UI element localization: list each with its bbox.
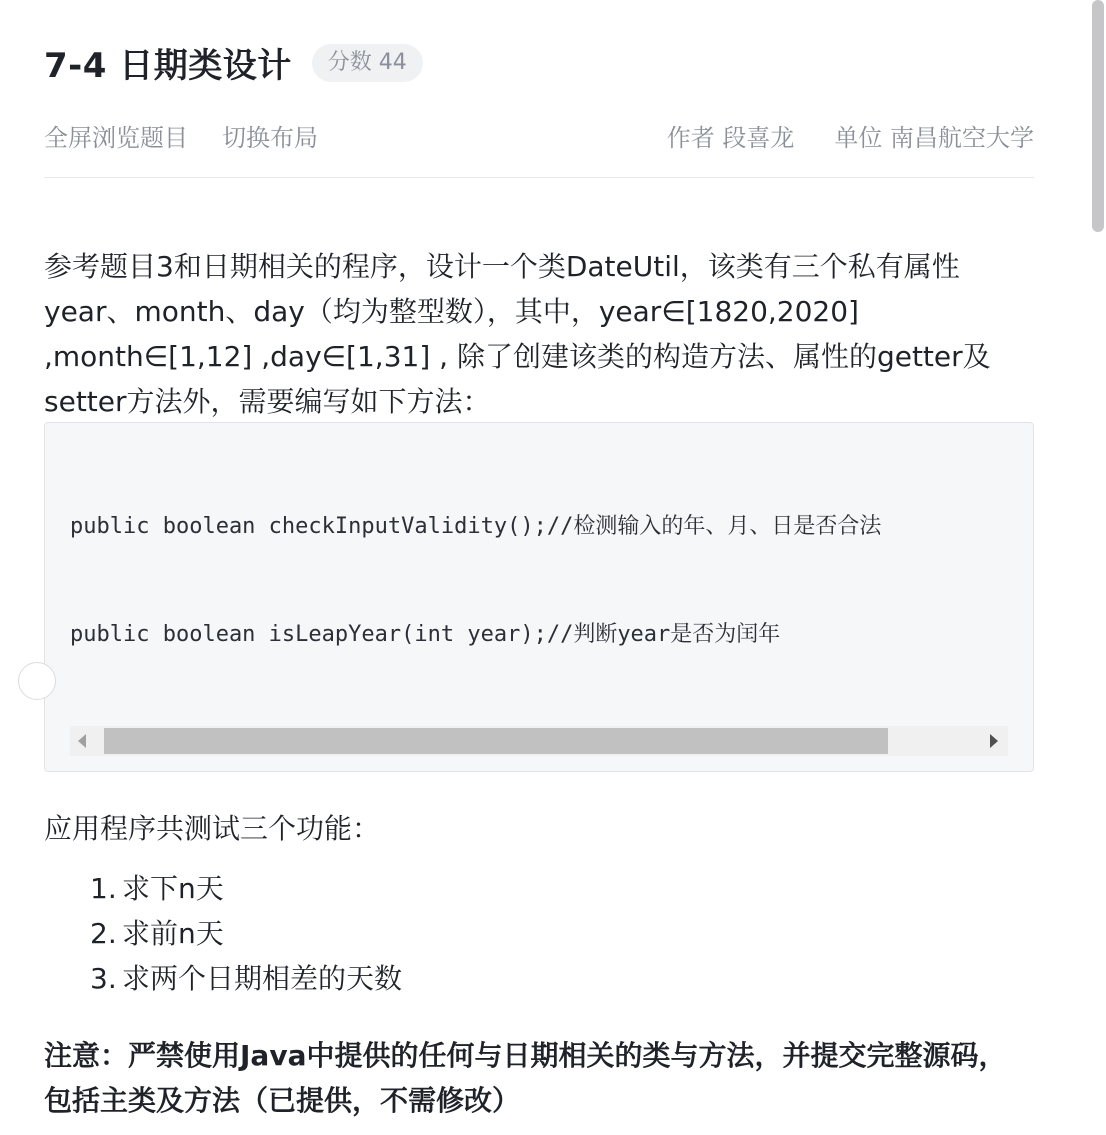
scroll-left-arrow-icon[interactable] — [78, 734, 86, 748]
list-number: 1. — [90, 872, 117, 905]
list-text: 求前n天 — [122, 917, 224, 950]
meta-row — [44, 118, 1034, 158]
code-horizontal-scrollbar[interactable] — [70, 726, 1008, 756]
intro-paragraph: 参考题目3和日期相关的程序，设计一个类DateUtil，该类有三个私有属性year、month、day（均为整型数），其中，year∈[1820,2020] ,month∈[1,12] ,day∈[1,31] , 除了创建该类的构造方法、属性的getter及setter方法外，需要编写如下方法： — [44, 250, 991, 418]
code-lines — [70, 437, 1010, 772]
title-row — [44, 38, 423, 87]
page-vertical-scrollbar[interactable] — [1088, 0, 1106, 1135]
warning-note: 注意：严禁使用Java中提供的任何与日期相关的类与方法，并提交完整源码，包括主类及方法（已提供，不需修改） — [44, 1039, 1007, 1117]
code-line: public boolean isLeapYear(int year);//判断year是否为闰年 — [70, 622, 781, 647]
list-number: 2. — [90, 917, 117, 950]
switch-layout-link[interactable]: 切换布局 — [222, 124, 318, 152]
code-block — [44, 422, 1034, 772]
list-text: 求下n天 — [122, 872, 224, 905]
list-item — [90, 866, 402, 911]
scroll-right-arrow-icon[interactable] — [990, 734, 998, 748]
problem-title: 7-4 日期类设计 — [44, 46, 292, 86]
fullscreen-link[interactable]: 全屏浏览题目 — [44, 124, 188, 152]
list-text: 求两个日期相差的天数 — [122, 962, 403, 995]
tests-list — [90, 866, 402, 1001]
meta-info — [667, 118, 1034, 153]
list-number: 3. — [90, 962, 117, 995]
page-scrollbar-thumb[interactable] — [1092, 0, 1104, 232]
author-label: 作者 段喜龙 — [666, 124, 795, 152]
header-divider — [44, 177, 1034, 178]
list-item — [90, 956, 402, 1001]
tests-intro: 应用程序共测试三个功能： — [44, 812, 381, 845]
scrollbar-thumb[interactable] — [104, 728, 888, 754]
meta-links — [44, 118, 318, 153]
score-badge: 分数 44 — [312, 44, 423, 82]
unit-label: 单位 南昌航空大学 — [834, 124, 1034, 152]
code-line: public boolean checkInputValidity();//检测输入的年、月、日是否合法 — [70, 514, 882, 539]
side-handle[interactable] — [18, 662, 56, 700]
list-item — [90, 911, 402, 956]
